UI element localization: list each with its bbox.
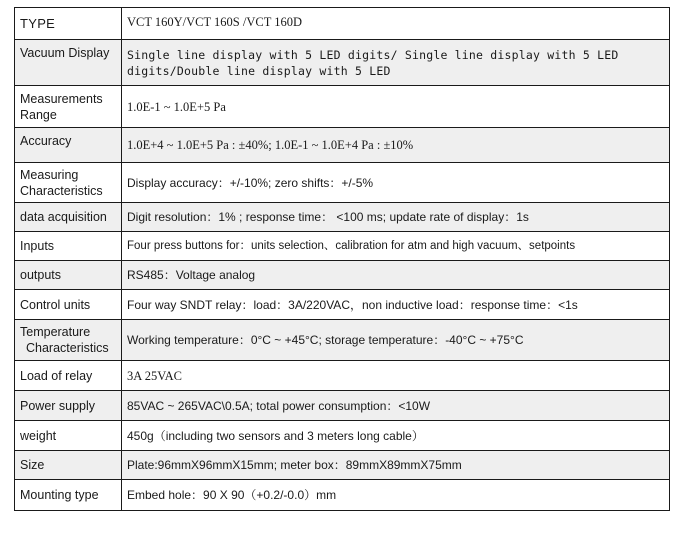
row-label: weight <box>15 421 122 451</box>
row-value: Plate:96mmX96mmX15mm; meter box：89mmX89mmX75mm <box>122 451 670 480</box>
row-label: Mounting type <box>15 480 122 511</box>
row-label: Power supply <box>15 391 122 421</box>
specifications-table <box>14 7 670 511</box>
row-value <box>122 40 670 86</box>
table-row-load-of-relay <box>15 361 670 391</box>
row-label-line: Characteristics <box>20 183 103 198</box>
table-row-size <box>15 451 670 480</box>
row-label: Vacuum Display <box>15 40 122 86</box>
row-label-line: Temperature <box>20 325 91 339</box>
row-value: Four way SNDT relay：load：3A/220VAC，non inductive load：response time：<1s <box>122 290 670 320</box>
row-value: 3A 25VAC <box>122 361 670 391</box>
table-row-inputs <box>15 232 670 261</box>
row-label-line: Range <box>20 107 57 122</box>
row-value: RS485：Voltage analog <box>122 261 670 290</box>
row-value-line: digits/Double line display with 5 LED <box>127 63 391 78</box>
row-value: Digit resolution：1% ; response time： <100 ms; update rate of display：1s <box>122 203 670 232</box>
row-label <box>15 163 122 203</box>
table-row-measuring-characteristics <box>15 163 670 203</box>
table-row-temperature-characteristics <box>15 320 670 361</box>
table-row-weight <box>15 421 670 451</box>
table-row-vacuum-display <box>15 40 670 86</box>
row-label: Control units <box>15 290 122 320</box>
table-row-control-units <box>15 290 670 320</box>
row-label <box>15 86 122 128</box>
row-label: TYPE <box>15 8 122 40</box>
row-value: 85VAC ~ 265VAC\0.5A; total power consumption：<10W <box>122 391 670 421</box>
table-row-data-acquisition <box>15 203 670 232</box>
table-row-type <box>15 8 670 40</box>
table-row-measurements-range <box>15 86 670 128</box>
row-value: VCT 160Y/VCT 160S /VCT 160D <box>122 8 670 40</box>
row-label: outputs <box>15 261 122 290</box>
row-label-line: Characteristics <box>26 341 109 355</box>
row-value: Embed hole：90 X 90（+0.2/-0.0）mm <box>122 480 670 511</box>
table-row-mounting-type <box>15 480 670 511</box>
table-row-accuracy <box>15 128 670 163</box>
table-row-power-supply <box>15 391 670 421</box>
row-value: Display accuracy：+/-10%; zero shifts：+/-5% <box>122 163 670 203</box>
row-label: data acquisition <box>15 203 122 232</box>
row-value: 450g（including two sensors and 3 meters long cable） <box>122 421 670 451</box>
row-label-line: Measuring <box>20 167 79 182</box>
row-label <box>15 320 122 361</box>
row-label: Size <box>15 451 122 480</box>
table-row-outputs <box>15 261 670 290</box>
row-value: Four press buttons for：units selection、calibration for atm and high vacuum、setpoints <box>122 232 670 261</box>
row-label: Inputs <box>15 232 122 261</box>
row-value: 1.0E+4 ~ 1.0E+5 Pa : ±40%; 1.0E-1 ~ 1.0E+4 Pa : ±10% <box>122 128 670 163</box>
row-label: Accuracy <box>15 128 122 163</box>
row-label-line: Measurements <box>20 91 103 106</box>
row-label: Load of relay <box>15 361 122 391</box>
row-value-line: Single line display with 5 LED digits/ Single line display with 5 LED <box>127 47 619 62</box>
row-value: Working temperature：0°C ~ +45°C; storage temperature：-40°C ~ +75°C <box>122 320 670 361</box>
row-value: 1.0E-1 ~ 1.0E+5 Pa <box>122 86 670 128</box>
